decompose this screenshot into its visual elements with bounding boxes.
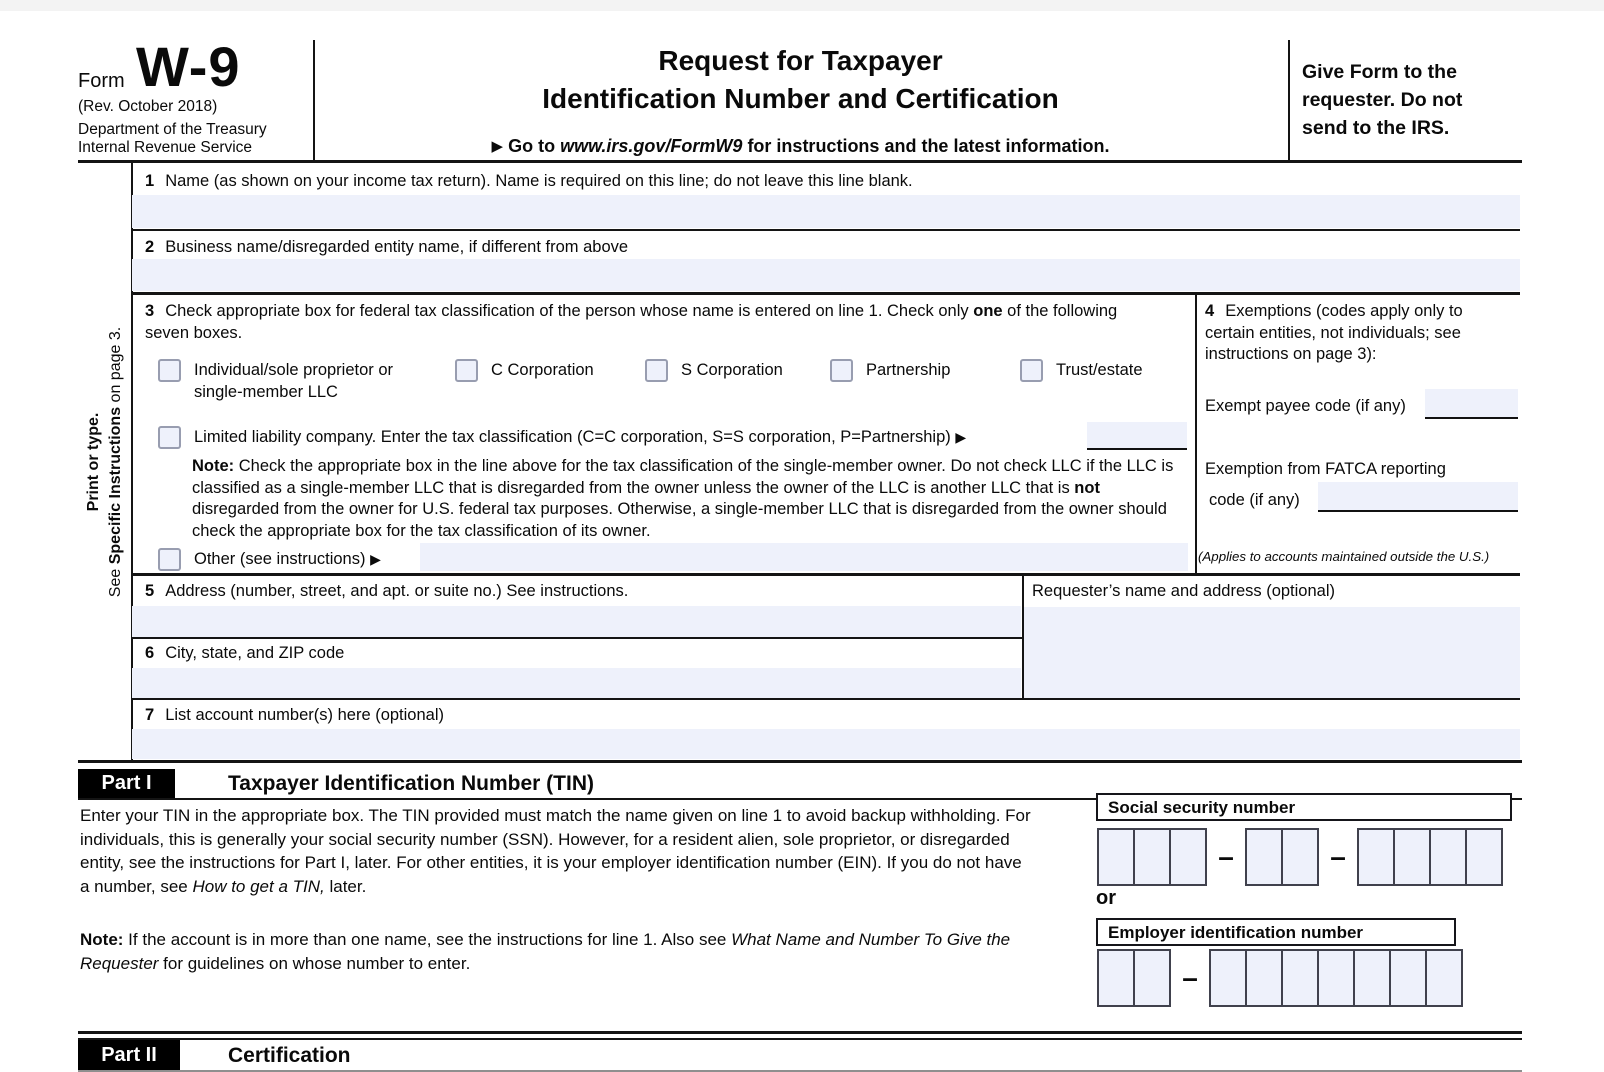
line3-label: 3 Check appropriate box for federal tax classification of the person whose name is entered on line 1. Check only one of the following seven boxes. <box>145 302 1118 342</box>
ssn-label-box: Social security number <box>1096 793 1512 821</box>
form-number: W-9 <box>136 35 241 98</box>
checkbox-trust-estate-label: Trust/estate <box>1056 361 1143 379</box>
account-numbers-input[interactable] <box>132 729 1520 759</box>
llc-classification-input[interactable] <box>1087 422 1187 450</box>
form-title-line2: Identification Number and Certification <box>542 83 1059 114</box>
dash-icon: – <box>1182 962 1198 993</box>
fatca-code-input[interactable] <box>1318 482 1518 512</box>
goto-line <box>315 136 1286 157</box>
checkbox-trust-estate-box[interactable] <box>1020 359 1043 382</box>
goto-url: www.irs.gov/FormW9 <box>560 136 743 156</box>
checkbox-c-corporation-box[interactable] <box>455 359 478 382</box>
ein-cell[interactable] <box>1353 949 1391 1007</box>
form-title-line1: Request for Taxpayer <box>658 45 943 76</box>
ssn-cell[interactable] <box>1393 828 1431 886</box>
form-department: Department of the Treasury <box>78 121 267 138</box>
ssn-cell[interactable] <box>1245 828 1283 886</box>
requester-input[interactable] <box>1024 607 1520 698</box>
ein-cell[interactable] <box>1245 949 1283 1007</box>
ein-cells-group <box>1097 949 1171 1007</box>
row5-rule <box>131 637 1022 639</box>
checkbox-s-corporation[interactable] <box>645 359 783 382</box>
page-top-strip <box>0 0 1604 11</box>
row6-rule <box>131 698 1520 700</box>
checkbox-trust-estate[interactable] <box>1020 359 1143 382</box>
checkbox-partnership[interactable] <box>830 359 950 382</box>
city-state-zip-input[interactable] <box>132 668 1021 698</box>
checkbox-partnership-box[interactable] <box>830 359 853 382</box>
ssn-cell[interactable] <box>1133 828 1171 886</box>
business-name-input[interactable] <box>132 259 1520 291</box>
checkbox-other-box[interactable] <box>158 548 181 571</box>
checkbox-c-corporation-label: C Corporation <box>491 361 594 379</box>
header-divider-right <box>1288 40 1290 160</box>
dash-icon: – <box>1218 841 1234 872</box>
line5-label: 5 Address (number, street, and apt. or suite no.) See instructions. <box>145 582 629 600</box>
give-form-note: Give Form to the requester. Do not send to the IRS. <box>1302 61 1463 139</box>
ein-cell[interactable] <box>1389 949 1427 1007</box>
row2-rule <box>131 292 1520 295</box>
ein-cells <box>1097 949 1463 1007</box>
goto-prefix: Go to <box>508 136 561 156</box>
checkbox-llc-label: Limited liability company. Enter the tax classification (C=C corporation, S=S corporation, P=Partnership) ▶ <box>194 428 967 446</box>
part1-instructions: Enter your TIN in the appropriate box. The TIN provided must match the name given on line 1 to avoid backup withholding. For individuals, this is generally your social security number (SSN). However, for a resident alien, sole proprietor, or disregarded entity, see the instructions for Part I, later. For other entities, it is your employer identification number (EIN). If you do not have a number, see How to get a TIN, later. <box>80 806 1031 896</box>
sidebar-print-or-type <box>78 163 132 761</box>
part1-badge: Part I <box>78 769 175 798</box>
ein-cell[interactable] <box>1317 949 1355 1007</box>
line2-label: 2 Business name/disregarded entity name, if different from above <box>145 238 629 256</box>
checkbox-individual-label: Individual/sole proprietor or single-member LLC <box>194 361 394 401</box>
checkbox-c-corporation[interactable] <box>455 359 594 382</box>
form-word-label: Form <box>78 70 125 92</box>
part2-title: Certification <box>228 1044 351 1067</box>
applies-note: (Applies to accounts maintained outside the U.S.) <box>1198 549 1490 564</box>
arrow-icon: ▶ <box>491 138 504 155</box>
part2-badge: Part II <box>78 1040 180 1070</box>
checkbox-s-corporation-box[interactable] <box>645 359 668 382</box>
checkbox-s-corporation-label: S Corporation <box>681 361 783 379</box>
sidebar-line1: Print or type. <box>85 412 102 512</box>
line6-label: 6 City, state, and ZIP code <box>145 644 345 662</box>
sidebar-line2: See Specific Instructions on page 3. <box>107 326 124 598</box>
ssn-cells <box>1097 828 1503 886</box>
form-title <box>315 42 1286 118</box>
row1-rule <box>131 229 1520 231</box>
ssn-cells-group <box>1245 828 1319 886</box>
ein-cell[interactable] <box>1097 949 1135 1007</box>
header-bottom-rule <box>78 160 1522 163</box>
other-input[interactable] <box>420 543 1188 571</box>
line7-label: 7 List account number(s) here (optional) <box>145 706 444 724</box>
exempt-payee-label: Exempt payee code (if any) <box>1205 397 1406 415</box>
requester-label: Requester’s name and address (optional) <box>1032 582 1335 600</box>
ssn-cells-group <box>1357 828 1503 886</box>
fatca-label-line2: code (if any) <box>1209 491 1300 509</box>
line4-label: 4 Exemptions (codes apply only to certain entities, not individuals; see instructions on page 3): <box>1205 302 1463 363</box>
row56-divider <box>1022 576 1024 698</box>
ssn-cell[interactable] <box>1169 828 1207 886</box>
part1-title: Taxpayer Identification Number (TIN) <box>228 772 594 795</box>
arrow-icon: ▶ <box>370 551 381 567</box>
checkbox-llc[interactable] <box>158 426 1158 449</box>
ssn-cells-group <box>1097 828 1207 886</box>
ein-cell[interactable] <box>1425 949 1463 1007</box>
checkbox-individual[interactable] <box>158 359 428 403</box>
ein-cell[interactable] <box>1209 949 1247 1007</box>
part1-bottom-rule <box>78 1031 1522 1034</box>
ssn-cell[interactable] <box>1281 828 1319 886</box>
or-label: or <box>1096 887 1116 909</box>
ssn-cell[interactable] <box>1429 828 1467 886</box>
address-input[interactable] <box>132 606 1021 637</box>
ssn-cell[interactable] <box>1097 828 1135 886</box>
checkbox-other-label: Other (see instructions) ▶ <box>194 550 381 568</box>
row7-bottom-rule <box>78 760 1522 763</box>
arrow-icon: ▶ <box>955 429 967 445</box>
ssn-cell[interactable] <box>1357 828 1395 886</box>
ssn-cell[interactable] <box>1465 828 1503 886</box>
ein-cell[interactable] <box>1281 949 1319 1007</box>
ein-cell[interactable] <box>1133 949 1171 1007</box>
checkbox-individual-box[interactable] <box>158 359 181 382</box>
ein-cells-group <box>1209 949 1463 1007</box>
line3-note: Note: Check the appropriate box in the line above for the tax classification of the single-member owner. Do not check LLC if the LLC is classified as a single-member LLC that is disregarded from the owner unless the owner of the LLC is another LLC that is not disregarded from the owner for U.S. federal tax purposes. Otherwise, a single-member LLC that is disregarded from the owner should check the appropriate box for the tax classification of its owner. <box>192 457 1174 540</box>
ein-label-box: Employer identification number <box>1096 918 1456 946</box>
dash-icon: – <box>1330 841 1346 872</box>
goto-suffix: for instructions and the latest information. <box>742 136 1110 156</box>
part1-note: Note: If the account is in more than one name, see the instructions for line 1. Also see What Name and Number To Give the Requester for guidelines on whose number to enter. <box>80 930 1011 973</box>
row34-divider <box>1195 295 1197 573</box>
part2-top-rule <box>78 1038 1522 1040</box>
exempt-payee-input[interactable] <box>1425 389 1518 419</box>
line1-label: 1 Name (as shown on your income tax return). Name is required on this line; do not leave this line blank. <box>145 172 913 190</box>
form-revision: (Rev. October 2018) <box>78 98 218 115</box>
form-service: Internal Revenue Service <box>78 139 253 156</box>
row34-bottom-rule <box>131 573 1520 576</box>
name-input[interactable] <box>132 195 1520 228</box>
fatca-label-line1: Exemption from FATCA reporting <box>1205 460 1446 478</box>
header-divider-left <box>313 40 315 160</box>
checkbox-llc-box[interactable] <box>158 426 181 449</box>
checkbox-partnership-label: Partnership <box>866 361 951 379</box>
